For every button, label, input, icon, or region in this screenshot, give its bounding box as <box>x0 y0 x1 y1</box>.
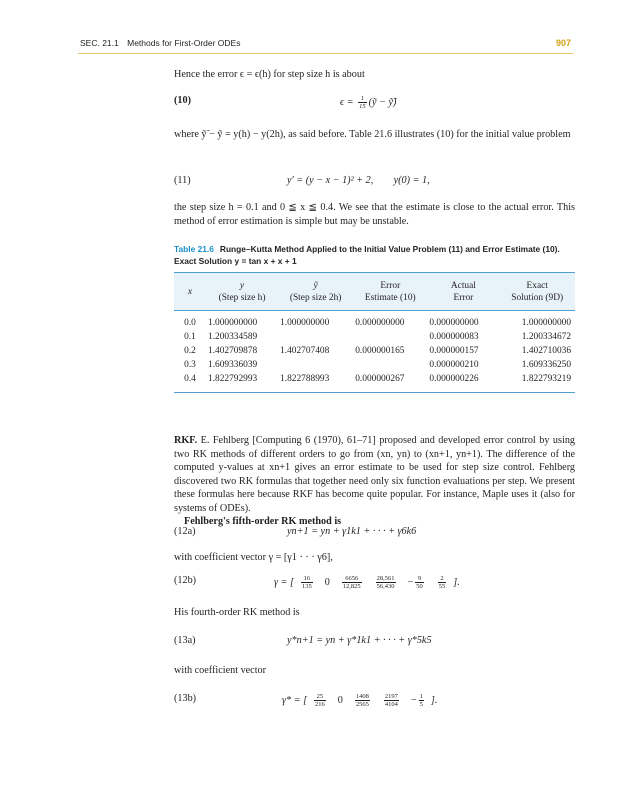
table-cell: 1.822792993 <box>206 372 278 393</box>
equation-body: y′ = (y − x − 1)² + 2, y(0) = 1, <box>287 175 430 186</box>
vector-entry <box>312 695 328 706</box>
vector-entry <box>353 695 372 706</box>
equation-13b <box>174 693 575 709</box>
coef-vector-text-1: with coefficient vector γ = [γ1 · · · γ6], <box>174 552 333 563</box>
vector-entry <box>374 577 398 588</box>
coef-vector-text-2: with coefficient vector <box>174 665 267 676</box>
table-row <box>174 372 575 393</box>
vector-entry <box>411 695 426 706</box>
table-cell: 0.000000000 <box>355 318 405 328</box>
vector-entry <box>299 577 315 588</box>
fraction: $\frac{9}{50}$ <box>416 575 423 590</box>
col-header: Exact Solution (9D) <box>499 273 575 311</box>
table-cell: 0.3 <box>184 360 196 370</box>
table-cell: 0.000000267 <box>353 372 427 393</box>
vector-entry <box>436 577 449 588</box>
equation-label: (10) <box>174 95 191 106</box>
table-cell: 1.402707408 <box>280 346 330 356</box>
fraction: $\frac{6656}{12,825}$ <box>342 575 361 590</box>
table-cell: 0.000000157 <box>429 346 479 356</box>
table-cell: 0.2 <box>184 346 196 356</box>
fraction: $\frac{2197}{4104}$ <box>384 693 398 708</box>
rk-table <box>174 272 575 393</box>
equation-body: ϵ = $\frac{1}{15}$ (ỹ − ỹ̃) <box>340 95 397 110</box>
equation-label: (12a) <box>174 526 196 537</box>
fraction: $\frac{16}{135}$ <box>301 575 312 590</box>
table-row <box>174 311 575 331</box>
vector-open: γ = [ <box>274 576 294 588</box>
table-cell: 1.000000000 <box>208 318 258 328</box>
entry-plain: 0 <box>337 694 343 706</box>
equation-label: (12b) <box>174 575 197 586</box>
equation-12b <box>174 575 575 591</box>
table-cell: 1.402709878 <box>208 346 258 356</box>
equation-body: yn+1 = yn + γ1k1 + · · · + γ6k6 <box>287 526 417 537</box>
fraction: $\frac{1}{15}$ <box>359 95 366 110</box>
section-number: SEC. 21.1 <box>80 38 119 48</box>
fraction: $\frac{1408}{2565}$ <box>355 693 369 708</box>
table-cell: 0.000000226 <box>427 372 499 393</box>
rkf-lead: RKF. <box>174 435 198 446</box>
table-cell <box>353 330 427 344</box>
table-cell: 1.822788993 <box>278 372 353 393</box>
fraction: $\frac{25}{216}$ <box>315 693 325 708</box>
vector-entry <box>408 577 426 588</box>
vector-entry <box>340 577 364 588</box>
col-header: ỹ (Step size 2h) <box>278 273 353 311</box>
table-cell: 0.4 <box>174 372 206 393</box>
col-header: Actual Error <box>427 273 499 311</box>
table-cell: 0.0 <box>184 318 196 328</box>
equation-label: (13a) <box>174 635 196 646</box>
col-header: y (Step size h) <box>206 273 278 311</box>
rkf-text: E. Fehlberg [Computing 6 (1970), 61–71] proposed and developed error control by using two RK methods of different orders to go from (xn, yn) to (xn+1, yn+1). The difference of the computed y-values at xn+1 gives an error estimate to be used for step size control. Fehlberg discovered two RK formulas that together need only six function evaluations per step. We present these formulas here because RKF has become quite popular. For instance, Maple uses it (also for systems of ODEs). <box>174 435 576 514</box>
para-rkf <box>174 434 575 529</box>
table-cell: 1.609336039 <box>208 360 258 370</box>
table-cell: 1.822793219 <box>499 372 575 393</box>
equation-body: y*n+1 = yn + γ*1k1 + · · · + γ*5k5 <box>287 635 432 646</box>
equation-10 <box>174 95 575 111</box>
table-cell: 1.402710036 <box>521 346 571 356</box>
table-cell: 0.000000083 <box>429 332 479 342</box>
equation-label: (13b) <box>174 693 197 704</box>
fifth-order-heading: Fehlberg's fifth-order RK method is <box>184 516 342 527</box>
vector-entry <box>338 695 343 706</box>
table-row <box>174 330 575 344</box>
table-caption-text: Runge–Kutta Method Applied to the Initial Value Problem (11) and Error Estimate (10). Exact Solution y = tan x + x + 1 <box>174 244 560 266</box>
col-header: x <box>174 273 206 311</box>
table-number: Table 21.6 <box>174 244 214 254</box>
table-cell: 0.000000165 <box>355 346 405 356</box>
equation-label: (11) <box>174 175 191 186</box>
equation-13a <box>174 635 575 651</box>
table-cell: 0.1 <box>184 332 196 342</box>
table-cell: 1.000000000 <box>521 318 571 328</box>
vector-close: ]. <box>453 576 460 588</box>
equation-12a <box>174 526 575 542</box>
vector-entry <box>382 695 401 706</box>
table-cell <box>353 358 427 372</box>
header-rule <box>78 53 573 54</box>
para-step-size: the step size h = 0.1 and 0 ≦ x ≦ 0.4. We see that the estimate is close to the actual error. This method of error estimation is simple but may be unstable. <box>174 202 575 227</box>
table-cell: 1.000000000 <box>280 318 330 328</box>
table-caption <box>174 244 575 267</box>
equation-body <box>282 693 437 708</box>
table-header-row <box>174 273 575 311</box>
running-header <box>0 38 639 52</box>
vector-open: γ* = [ <box>282 694 308 706</box>
running-header-left <box>80 38 240 48</box>
table-cell: 1.609336250 <box>521 360 571 370</box>
table-cell: 0.000000000 <box>429 318 479 328</box>
page-number: 907 <box>555 38 571 48</box>
fourth-order-text: His fourth-order RK method is <box>174 607 300 618</box>
table-cell <box>278 330 353 344</box>
fraction: $\frac{2}{55}$ <box>438 575 446 590</box>
entry-plain: − <box>407 576 414 588</box>
vector-entry <box>325 577 330 588</box>
table-row <box>174 344 575 358</box>
vector-close: ]. <box>430 694 438 706</box>
equation-11 <box>174 175 575 191</box>
para-error-intro: Hence the error ϵ = ϵ(h) for step size h is about <box>174 69 365 80</box>
table-cell <box>278 358 353 372</box>
table-cell: 1.200334672 <box>521 332 571 342</box>
col-header: Error Estimate (10) <box>353 273 427 311</box>
table-cell: 1.200334589 <box>208 332 258 342</box>
section-title: Methods for First-Order ODEs <box>127 38 241 48</box>
fraction: $\frac{1}{5}$ <box>419 693 423 708</box>
entry-plain: 0 <box>324 576 330 588</box>
entry-plain: − <box>410 694 417 706</box>
table-row <box>174 358 575 372</box>
fraction: $\frac{28,561}{56,430}$ <box>376 575 395 590</box>
table-cell: 0.000000210 <box>429 360 479 370</box>
para-where: where ỹ̃ − ỹ = y(h) − y(2h), as said before. Table 21.6 illustrates (10) for the initial value problem <box>174 129 571 140</box>
equation-body <box>274 575 460 590</box>
